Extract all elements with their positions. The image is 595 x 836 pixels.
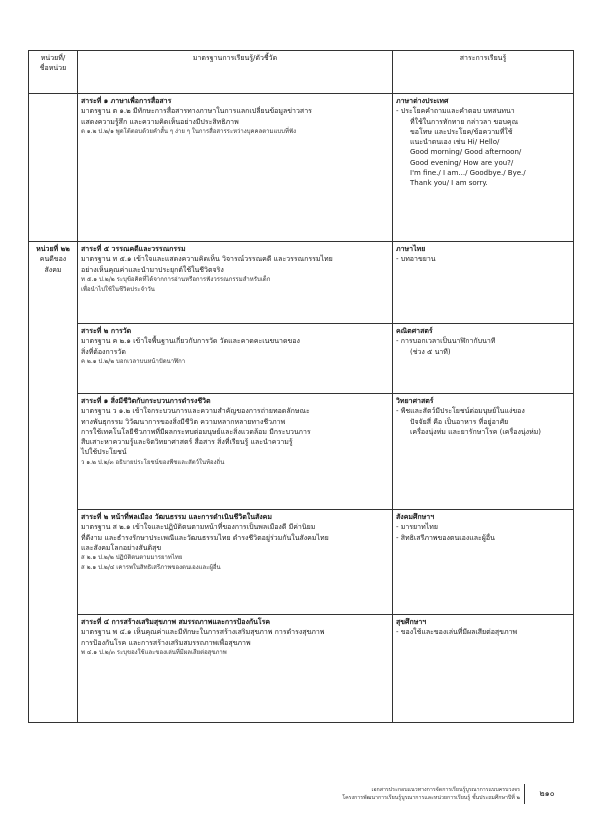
content-cell: คณิตศาสตร์ - การบอกเวลาเป็นนาฬิกากับนาที (ช่วง ๕ นาที) xyxy=(393,324,574,394)
table-row xyxy=(29,94,574,242)
content-cell: สุขศึกษาฯ - ของใช้และของเล่นที่มีผลเสียต่อสุขภาพ xyxy=(393,615,574,723)
curriculum-table xyxy=(28,50,574,723)
header-content: สาระการเรียนรู้ xyxy=(393,51,574,94)
footer-line-2: โครงการพัฒนาการเรียนรู้บูรณาการและหน่วยการเรียนรู้ ชั้นประถมศึกษาปีที่ ๒ xyxy=(342,795,520,801)
standard-cell: สาระที่ ๕ วรรณคดีและวรรณกรรม มาตรฐาน ท ๕.๑ เข้าใจและแสดงความคิดเห็น วิจารณ์วรรณคดี และวรรณกรรมไทย อย่างเห็นคุณค่าและนำมาประยุกต์ใช้ในชีวิตจริง ท ๕.๑ ป.๒/๒ ระบุข้อคิดที่ได้จากการอ่านหรือการฟังวรรณกรรมสำหรับเด็ก เพื่อนำไปใช้ในชีวิตประจำวัน xyxy=(78,242,393,324)
header-standard: มาตรฐานการเรียนรู้/ตัวชี้วัด xyxy=(78,51,393,94)
standard-cell: สาระที่ ๑ ภาษาเพื่อการสื่อสาร มาตรฐาน ต ๑.๒ มีทักษะการสื่อสารทางภาษาในการแลกเปลี่ยนข้อมูลข่าวสาร แสดงความรู้สึก และความคิดเห็นอย่างมีประสิทธิภาพ ต ๑.๒ ป.๒/๑ พูดโต้ตอบด้วยคำสั้น ๆ ง่าย ๆ ในการสื่อสารระหว่างบุคคลตามแบบที่ฟัง xyxy=(78,94,393,242)
table-row xyxy=(29,510,574,615)
header-unit: หน่วยที่/ ชื่อหน่วย xyxy=(29,51,78,94)
standard-cell: สาระที่ ๒ หน้าที่พลเมือง วัฒนธรรม และการดำเนินชีวิตในสังคม มาตรฐาน ส ๒.๑ เข้าใจและปฏิบัติตนตามหน้าที่ของการเป็นพลเมืองดี มีค่านิยม ที่ดีงาม และธำรงรักษาประเพณีและวัฒนธรรมไทย ดำรงชีวิตอยู่ร่วมกันในสังคมไทย และสังคมโลกอย่างสันติสุข ส ๒.๑ ป.๒/๒ ปฏิบัติตนตามมารยาทไทย ส ๒.๑ ป.๒/๔ เคารพในสิทธิเสรีภาพของตนเองและผู้อื่น xyxy=(78,510,393,615)
page-footer xyxy=(300,786,520,802)
table-row xyxy=(29,324,574,394)
footer-line-1: เอกสารประกอบแนวทางการจัดการเรียนรู้บูรณาการแบบครบวงจร xyxy=(371,787,520,793)
table-header-row xyxy=(29,51,574,94)
content-cell: สังคมศึกษาฯ - มารยาทไทย - สิทธิเสรีภาพของตนเองและผู้อื่น xyxy=(393,510,574,615)
table-row xyxy=(29,242,574,324)
standard-cell: สาระที่ ๔ การสร้างเสริมสุขภาพ สมรรถภาพและการป้องกันโรค มาตรฐาน พ ๔.๑ เห็นคุณค่าและมีทักษะในการสร้างเสริมสุขภาพ การดำรงสุขภาพ การป้องกันโรค และการสร้างเสริมสมรรถภาพเพื่อสุขภาพ พ ๔.๑ ป.๒/๓ ระบุของใช้และของเล่นที่มีผลเสียต่อสุขภาพ xyxy=(78,615,393,723)
unit-cell: หน่วยที่ ๒๒ คนดีของ สังคม xyxy=(29,242,78,723)
standard-cell: สาระที่ ๒ การวัด มาตรฐาน ค ๒.๑ เข้าใจพื้นฐานเกี่ยวกับการวัด วัดและคาดคะเนขนาดของ สิ่งที่ต้องการวัด ค ๒.๑ ป.๒/๒ บอกเวลาบนหน้าปัดนาฬิกา xyxy=(78,324,393,394)
content-cell: ภาษาต่างประเทศ - ประโยคคำถามและคำตอบ บทสนทนา ที่ใช้ในการทักทาย กล่าวลา ขอบคุณ ขอโทษ และประโยค/ข้อความที่ใช้ แนะนำตนเอง เช่น Hi/ Hello/ Good morning/ Good afternoon/ Good evening/ How are you?/ I'm fine./ I am.../ Goodbye./ Bye./ Thank you/ I am sorry. xyxy=(393,94,574,242)
unit-cell-empty xyxy=(29,94,78,242)
page-number: ๒๑๐ xyxy=(524,784,569,804)
content-cell: ภาษาไทย - บทอาขยาน xyxy=(393,242,574,324)
content-cell: วิทยาศาสตร์ - พืชและสัตว์มีประโยชน์ต่อมนุษย์ในแง่ของ ปัจจัยสี่ คือ เป็นอาหาร ที่อยู่อาศัย เครื่องนุ่งห่ม และยารักษาโรค (เครื่องนุ่งห่ม) xyxy=(393,394,574,510)
table-row xyxy=(29,394,574,510)
standard-cell: สาระที่ ๑ สิ่งมีชีวิตกับกระบวนการดำรงชีวิต มาตรฐาน ว ๑.๒ เข้าใจกระบวนการและความสำคัญของการถ่ายทอดลักษณะ ทางพันธุกรรม วิวัฒนาการของสิ่งมีชีวิต ความหลากหลายทางชีวภาพ การใช้เทคโนโลยีชีวภาพที่มีผลกระทบต่อมนุษย์และสิ่งแวดล้อม มีกระบวนการ สืบเสาะหาความรู้และจิตวิทยาศาสตร์ สื่อสาร สิ่งที่เรียนรู้ และนำความรู้ ไปใช้ประโยชน์ ว ๑.๒ ป.๒/๓ อธิบายประโยชน์ของพืชและสัตว์ในท้องถิ่น xyxy=(78,394,393,510)
table-row xyxy=(29,615,574,723)
